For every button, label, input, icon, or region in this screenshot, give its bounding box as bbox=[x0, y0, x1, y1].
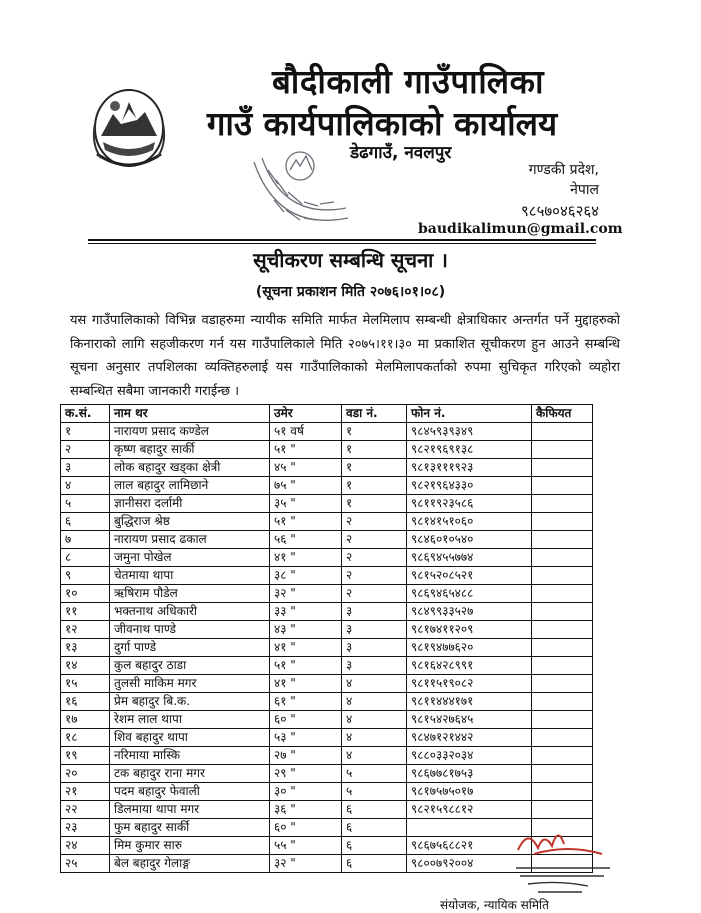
age-cell: ३८ " bbox=[270, 567, 342, 585]
committee-footer: संयोजक, न्यायिक समिति bbox=[440, 898, 549, 912]
ward-cell: ३ bbox=[342, 603, 407, 621]
nepal-emblem-icon bbox=[91, 84, 167, 174]
phone-cell: ९८६९४६५४८८ bbox=[407, 585, 532, 603]
table-row bbox=[61, 729, 593, 747]
phone-cell: ९८६७७८१७५३ bbox=[407, 765, 532, 783]
name-cell: चेतमाया थापा bbox=[110, 567, 270, 585]
header-col-remarks: कैफियत bbox=[532, 405, 593, 423]
phone-cell: ९८२१५९८८१२ bbox=[407, 801, 532, 819]
remarks-cell bbox=[532, 675, 593, 693]
table-row bbox=[61, 567, 593, 585]
serial-cell: १५ bbox=[61, 675, 110, 693]
serial-cell: ७ bbox=[61, 531, 110, 549]
remarks-cell bbox=[532, 765, 593, 783]
header-col-age: उमेर bbox=[270, 405, 342, 423]
table-row bbox=[61, 657, 593, 675]
name-cell: प्रेम बहादुर बि.क. bbox=[110, 693, 270, 711]
ward-cell: १ bbox=[342, 477, 407, 495]
ward-cell: ६ bbox=[342, 801, 407, 819]
remarks-cell bbox=[532, 639, 593, 657]
header-col-serial: क.सं. bbox=[61, 405, 110, 423]
office-title: बौदीकाली गाउँपालिका bbox=[271, 62, 545, 101]
name-cell: पदम बहादुर फेवाली bbox=[110, 783, 270, 801]
serial-cell: २५ bbox=[61, 855, 110, 873]
serial-cell: १४ bbox=[61, 657, 110, 675]
phone-cell: ९८४७१२१४४२ bbox=[407, 729, 532, 747]
serial-cell: १३ bbox=[61, 639, 110, 657]
table-row bbox=[61, 765, 593, 783]
remarks-cell bbox=[532, 459, 593, 477]
age-cell: ३२ " bbox=[270, 585, 342, 603]
notice-title: सूचीकरण सम्बन्धि सूचना । bbox=[253, 248, 448, 272]
phone-cell: ९८४६०१०५४० bbox=[407, 531, 532, 549]
age-cell: ५५ " bbox=[270, 837, 342, 855]
ward-cell: ३ bbox=[342, 657, 407, 675]
remarks-cell bbox=[532, 567, 593, 585]
serial-cell: २४ bbox=[61, 837, 110, 855]
table-row bbox=[61, 711, 593, 729]
province-label: गण्डकी प्रदेश, bbox=[528, 162, 599, 178]
ward-cell: २ bbox=[342, 567, 407, 585]
table-row bbox=[61, 603, 593, 621]
serial-cell: २२ bbox=[61, 801, 110, 819]
remarks-cell bbox=[532, 747, 593, 765]
phone-cell: ९८११९२३५८६ bbox=[407, 495, 532, 513]
phone-cell: ९८४९९३३५२७ bbox=[407, 603, 532, 621]
header-col-ward: वडा नं. bbox=[342, 405, 407, 423]
serial-cell: १ bbox=[61, 423, 110, 441]
name-cell: दुर्गा पाण्डे bbox=[110, 639, 270, 657]
phone-cell: ९८१९४७७६२० bbox=[407, 639, 532, 657]
ward-cell: १ bbox=[342, 495, 407, 513]
phone-cell: ९८११४४४१७१ bbox=[407, 693, 532, 711]
phone-cell: ९८११५१९०८२ bbox=[407, 675, 532, 693]
phone-cell: ९८१४१५१०६० bbox=[407, 513, 532, 531]
serial-cell: ६ bbox=[61, 513, 110, 531]
age-cell: ३३ " bbox=[270, 603, 342, 621]
table-row bbox=[61, 495, 593, 513]
remarks-cell bbox=[532, 585, 593, 603]
serial-cell: २३ bbox=[61, 819, 110, 837]
age-cell: २९ " bbox=[270, 765, 342, 783]
age-cell: ३० " bbox=[270, 783, 342, 801]
ward-cell: ३ bbox=[342, 639, 407, 657]
ward-cell: ६ bbox=[342, 855, 407, 873]
name-cell: टक बहादुर राना मगर bbox=[110, 765, 270, 783]
phone-cell: ९८१३१११९२३ bbox=[407, 459, 532, 477]
phone-cell: ९८२१९६९१३८ bbox=[407, 441, 532, 459]
phone-cell: ९८१७५७५०१७ bbox=[407, 783, 532, 801]
name-cell: शिव बहादुर थापा bbox=[110, 729, 270, 747]
remarks-cell bbox=[532, 711, 593, 729]
ward-cell: ४ bbox=[342, 711, 407, 729]
age-cell: ३२ " bbox=[270, 855, 342, 873]
serial-cell: १६ bbox=[61, 693, 110, 711]
name-cell: ज्ञानीसरा दर्लामी bbox=[110, 495, 270, 513]
age-cell: ४१ " bbox=[270, 639, 342, 657]
table-row bbox=[61, 513, 593, 531]
remarks-cell bbox=[532, 657, 593, 675]
phone-cell: ९८६७५६८८२१ bbox=[407, 837, 532, 855]
header-col-name: नाम थर bbox=[110, 405, 270, 423]
header-divider bbox=[88, 239, 596, 241]
age-cell: ६० " bbox=[270, 819, 342, 837]
office-email: baudikalimun@gmail.com bbox=[418, 221, 623, 237]
table-row bbox=[61, 459, 593, 477]
serial-cell: १७ bbox=[61, 711, 110, 729]
table-row bbox=[61, 621, 593, 639]
table-row bbox=[61, 441, 593, 459]
name-cell: फुम बहादुर सार्की bbox=[110, 819, 270, 837]
age-cell: ५३ " bbox=[270, 729, 342, 747]
phone-cell: ९८४५९३९३४९ bbox=[407, 423, 532, 441]
name-cell: नारायण प्रसाद कण्डेल bbox=[110, 423, 270, 441]
country-label: नेपाल bbox=[570, 182, 599, 198]
name-cell: नरिमाया मास्कि bbox=[110, 747, 270, 765]
header-divider-thin bbox=[88, 243, 596, 244]
name-cell: मिम कुमार सारु bbox=[110, 837, 270, 855]
ward-cell: १ bbox=[342, 441, 407, 459]
office-seal-icon bbox=[248, 140, 354, 236]
ward-cell: ४ bbox=[342, 747, 407, 765]
phone-cell: ९८२१९६४३३० bbox=[407, 477, 532, 495]
ward-cell: २ bbox=[342, 513, 407, 531]
table-header-row bbox=[61, 405, 593, 423]
mediators-table bbox=[60, 404, 593, 873]
table-row bbox=[61, 675, 593, 693]
serial-cell: ३ bbox=[61, 459, 110, 477]
phone-cell: ९८००७९२००४ bbox=[407, 855, 532, 873]
ward-cell: ५ bbox=[342, 765, 407, 783]
remarks-cell bbox=[532, 801, 593, 819]
age-cell: ७५ " bbox=[270, 477, 342, 495]
name-cell: जमुना पोखेल bbox=[110, 549, 270, 567]
ward-cell: ६ bbox=[342, 837, 407, 855]
serial-cell: ८ bbox=[61, 549, 110, 567]
table-row bbox=[61, 693, 593, 711]
table-row bbox=[61, 801, 593, 819]
age-cell: ४३ " bbox=[270, 621, 342, 639]
phone-cell: ९८१६४२८९९१ bbox=[407, 657, 532, 675]
serial-cell: १९ bbox=[61, 747, 110, 765]
name-cell: लाल बहादुर लामिछाने bbox=[110, 477, 270, 495]
age-cell: ४५ " bbox=[270, 459, 342, 477]
age-cell: ४१ " bbox=[270, 675, 342, 693]
phone-cell: ९८१५४२७६४५ bbox=[407, 711, 532, 729]
ward-cell: ५ bbox=[342, 783, 407, 801]
name-cell: भक्तनाथ अधिकारी bbox=[110, 603, 270, 621]
remarks-cell bbox=[532, 513, 593, 531]
table-row bbox=[61, 585, 593, 603]
ward-cell: ४ bbox=[342, 693, 407, 711]
serial-cell: ११ bbox=[61, 603, 110, 621]
header-col-phone: फोन नं. bbox=[407, 405, 532, 423]
office-subtitle: गाउँ कार्यपालिकाको कार्यालय bbox=[206, 104, 558, 143]
ward-cell: १ bbox=[342, 423, 407, 441]
name-cell: लोक बहादुर खड्का क्षेत्री bbox=[110, 459, 270, 477]
ward-cell: २ bbox=[342, 549, 407, 567]
phone-cell: ९८१७४११२०९ bbox=[407, 621, 532, 639]
ward-cell: २ bbox=[342, 531, 407, 549]
serial-cell: १८ bbox=[61, 729, 110, 747]
age-cell: ५१ " bbox=[270, 513, 342, 531]
age-cell: ६० " bbox=[270, 711, 342, 729]
remarks-cell bbox=[532, 477, 593, 495]
serial-cell: २१ bbox=[61, 783, 110, 801]
table-row bbox=[61, 549, 593, 567]
name-cell: बुद्धिराज श्रेष्ठ bbox=[110, 513, 270, 531]
age-cell: ३६ " bbox=[270, 801, 342, 819]
publish-date: (सूचना प्रकाशन मिति २०७६।०१।०८) bbox=[255, 284, 446, 300]
ward-cell: २ bbox=[342, 585, 407, 603]
name-cell: नारायण प्रसाद ढकाल bbox=[110, 531, 270, 549]
name-cell: तुलसी माकिम मगर bbox=[110, 675, 270, 693]
remarks-cell bbox=[532, 495, 593, 513]
remarks-cell bbox=[532, 423, 593, 441]
remarks-cell bbox=[532, 783, 593, 801]
office-address: डेढगाउँ, नवलपुर bbox=[350, 143, 452, 163]
table-row bbox=[61, 783, 593, 801]
remarks-cell bbox=[532, 621, 593, 639]
ward-cell: ६ bbox=[342, 819, 407, 837]
remarks-cell bbox=[532, 441, 593, 459]
remarks-cell bbox=[532, 549, 593, 567]
name-cell: बेल बहादुर गेलाङ्ग bbox=[110, 855, 270, 873]
phone-cell: ९८१५२०८५२१ bbox=[407, 567, 532, 585]
notice-body: यस गाउँपालिकाको विभिन्न वडाहरुमा न्यायीक समिति मार्फत मेलमिलाप सम्बन्धी क्षेत्राधिकार अन्तर्गत पर्ने मुद्दाहरुको किनाराको लागि सहजीकरण गर्न यस गाउँपालिकाले मिति २०७५।११।३० मा प्रकाशित सूचीकरण हुन आउने सम्बन्धि सूचना अनुसार तपशिलका व्यक्तिहरुलाई यस गाउँपालिकाको मेलमिलापकर्ताको रुपमा सुचिकृत गरिएको व्यहोरा सम्बन्धित सबैमा जानकारी गराईन्छ । bbox=[70, 313, 620, 399]
serial-cell: ५ bbox=[61, 495, 110, 513]
table-row bbox=[61, 531, 593, 549]
serial-cell: १२ bbox=[61, 621, 110, 639]
table-row bbox=[61, 639, 593, 657]
name-cell: ऋषिराम पौडेल bbox=[110, 585, 270, 603]
serial-cell: २० bbox=[61, 765, 110, 783]
phone-cell: ९८८०३३२०३४ bbox=[407, 747, 532, 765]
ward-cell: १ bbox=[342, 459, 407, 477]
name-cell: कुल बहादुर ठाडा bbox=[110, 657, 270, 675]
age-cell: ५१ " bbox=[270, 657, 342, 675]
age-cell: ५१ वर्ष bbox=[270, 423, 342, 441]
age-cell: ४१ " bbox=[270, 549, 342, 567]
serial-cell: १० bbox=[61, 585, 110, 603]
name-cell: जीवनाथ पाण्डे bbox=[110, 621, 270, 639]
remarks-cell bbox=[532, 603, 593, 621]
table-row bbox=[61, 747, 593, 765]
age-cell: ५१ " bbox=[270, 441, 342, 459]
ward-cell: ४ bbox=[342, 675, 407, 693]
remarks-cell bbox=[532, 729, 593, 747]
serial-cell: ४ bbox=[61, 477, 110, 495]
age-cell: ६१ " bbox=[270, 693, 342, 711]
name-cell: कृष्ण बहादुर सार्की bbox=[110, 441, 270, 459]
age-cell: ५६ " bbox=[270, 531, 342, 549]
office-phone: ९८५७०४६२६४ bbox=[520, 202, 599, 220]
remarks-cell bbox=[532, 531, 593, 549]
ward-cell: ४ bbox=[342, 729, 407, 747]
name-cell: डिलमाया थापा मगर bbox=[110, 801, 270, 819]
remarks-cell bbox=[532, 693, 593, 711]
name-cell: रेशम लाल थापा bbox=[110, 711, 270, 729]
table-row bbox=[61, 423, 593, 441]
table-row bbox=[61, 477, 593, 495]
phone-cell: ९८६९४५५७७४ bbox=[407, 549, 532, 567]
serial-cell: ९ bbox=[61, 567, 110, 585]
ward-cell: ३ bbox=[342, 621, 407, 639]
signature-stamp-icon bbox=[498, 824, 628, 904]
serial-cell: २ bbox=[61, 441, 110, 459]
age-cell: ३५ " bbox=[270, 495, 342, 513]
age-cell: २७ " bbox=[270, 747, 342, 765]
